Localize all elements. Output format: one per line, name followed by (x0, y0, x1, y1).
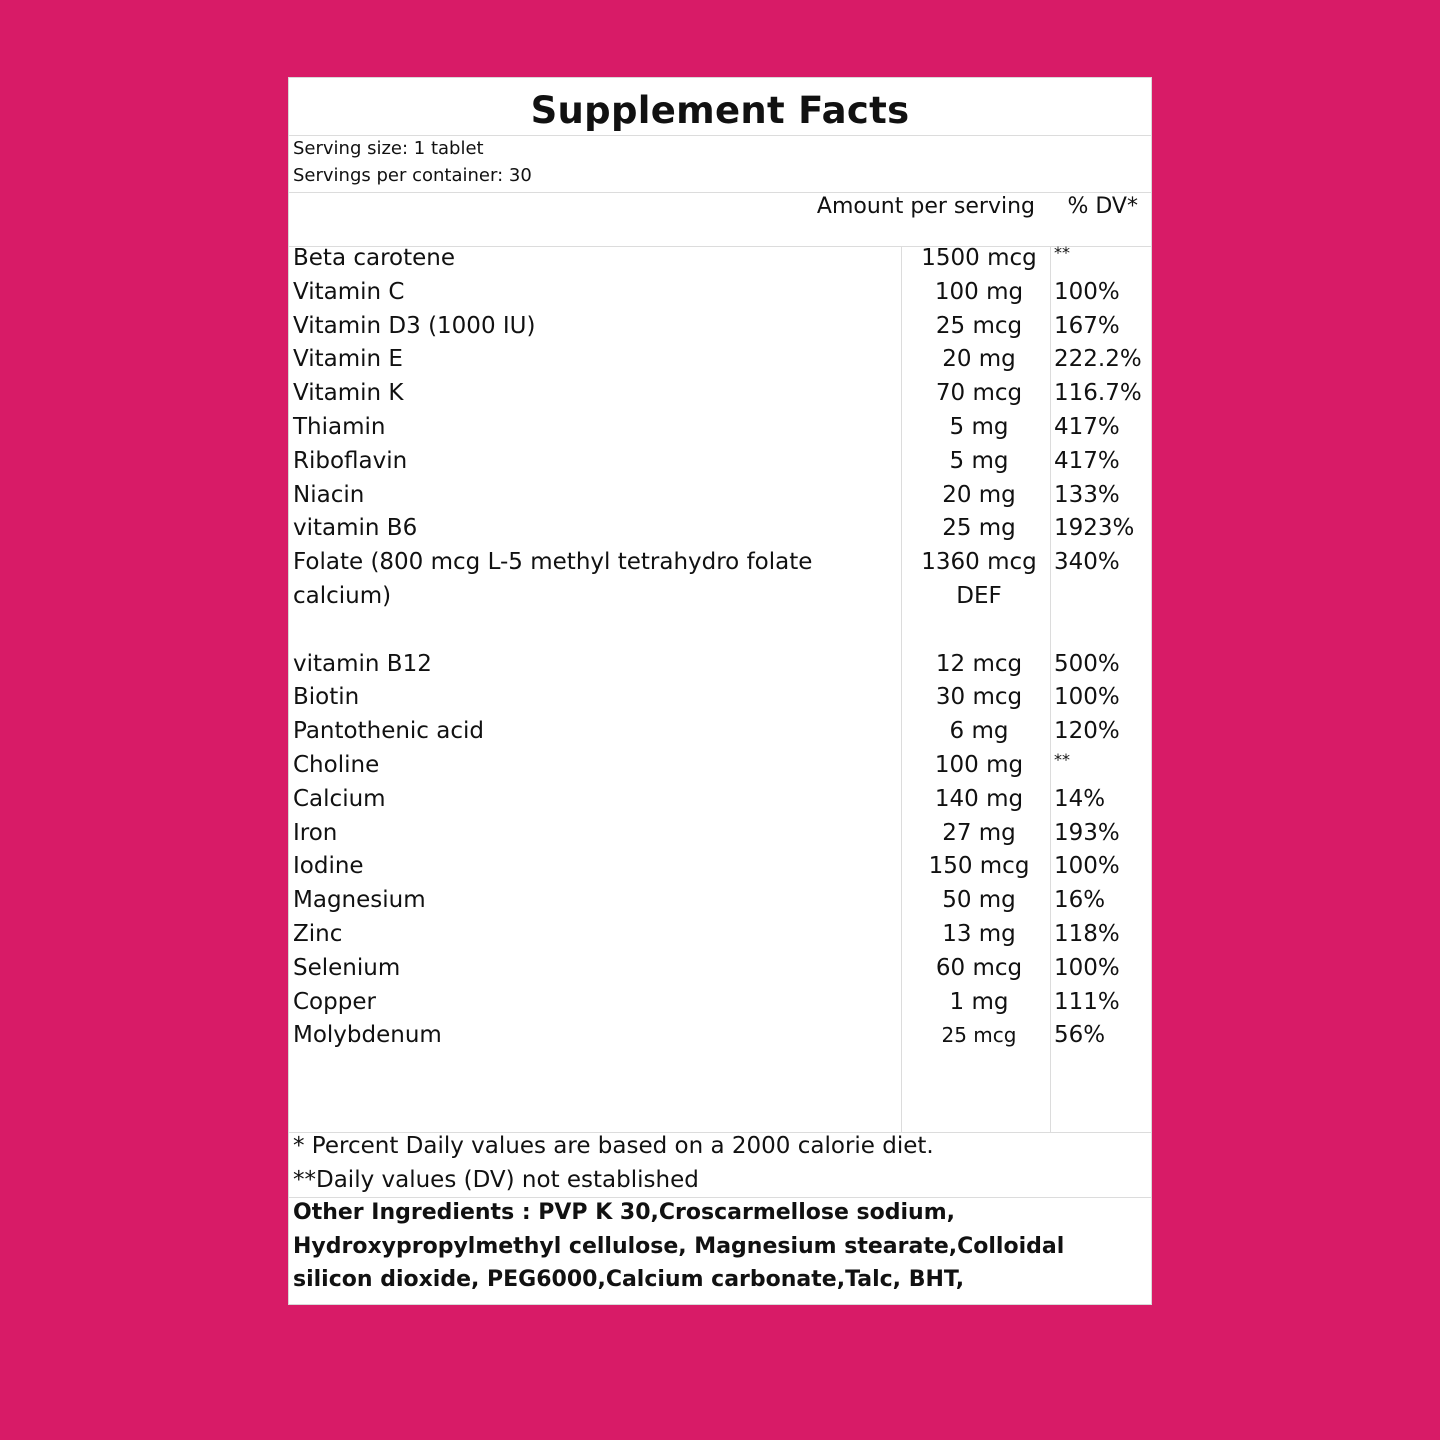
nutrient-daily-value: 116.7% (1054, 380, 1142, 407)
table-row (293, 817, 1149, 851)
nutrient-daily-value: 16% (1054, 887, 1106, 914)
nutrient-daily-value: 111% (1054, 988, 1120, 1015)
table-row (293, 749, 1149, 783)
daily-value-header: % DV* (1067, 194, 1138, 219)
nutrient-daily-value: 133% (1054, 481, 1120, 508)
table-row (293, 681, 1149, 715)
amount-per-serving-header: Amount per serving (816, 194, 1035, 219)
table-row (293, 648, 1149, 682)
nutrient-amount: 140 mg (934, 785, 1024, 812)
nutrient-name: Selenium (293, 954, 401, 981)
nutrient-amount: 20 mg (942, 346, 1016, 373)
table-row (293, 445, 1149, 479)
table-row (293, 343, 1149, 377)
nutrient-name: Folate (800 mcg L-5 methyl tetrahydro folate calcium) (293, 549, 813, 609)
nutrient-daily-value: 417% (1054, 413, 1120, 440)
table-row (293, 918, 1149, 952)
serving-info (293, 135, 532, 189)
nutrient-name: Choline (293, 751, 380, 778)
nutrient-amount: 1360 mcg DEF (921, 549, 1037, 609)
table-row (293, 310, 1149, 344)
table-row (293, 512, 1149, 546)
nutrient-name: Vitamin D3 (1000 IU) (293, 312, 536, 339)
footnote-not-established: **Daily values (DV) not established (293, 1166, 699, 1193)
table-row (293, 850, 1149, 884)
nutrient-daily-value: 167% (1054, 312, 1120, 339)
nutrient-daily-value: 56% (1054, 1022, 1106, 1049)
nutrient-daily-value: 417% (1054, 447, 1120, 474)
nutrient-amount: 27 mg (942, 819, 1016, 846)
nutrient-amount: 50 mg (942, 887, 1016, 914)
serving-size: Serving size: 1 tablet (293, 138, 484, 159)
nutrient-amount: 60 mcg (935, 954, 1023, 981)
table-row (293, 715, 1149, 749)
table-row (293, 242, 1149, 276)
table-row (293, 783, 1149, 817)
nutrient-name: Molybdenum (293, 1022, 442, 1049)
nutrient-name: Iodine (293, 853, 364, 880)
table-row (293, 411, 1149, 445)
nutrient-amount: 20 mg (942, 481, 1016, 508)
supplement-facts-panel (288, 77, 1152, 1305)
nutrient-amount: 25 mcg (941, 1023, 1017, 1048)
nutrient-name: Biotin (293, 684, 360, 711)
nutrient-name: Magnesium (293, 887, 426, 914)
table-row (293, 546, 1149, 647)
nutrient-name: vitamin B12 (293, 650, 432, 677)
nutrient-name: Thiamin (293, 413, 386, 440)
table-row (293, 986, 1149, 1020)
nutrient-daily-value: 120% (1054, 718, 1120, 745)
nutrient-amount: 30 mcg (935, 684, 1023, 711)
nutrient-name: Iron (293, 819, 338, 846)
nutrient-amount: 25 mcg (935, 312, 1023, 339)
nutrient-daily-value: ** (1054, 749, 1070, 769)
nutrient-name: Riboflavin (293, 447, 408, 474)
nutrient-amount: 25 mg (942, 515, 1016, 542)
nutrient-amount: 150 mcg (928, 853, 1030, 880)
nutrient-amount: 70 mcg (935, 380, 1023, 407)
nutrient-daily-value: 100% (1054, 684, 1120, 711)
servings-per-container: Servings per container: 30 (293, 165, 532, 186)
nutrient-amount: 1 mg (949, 988, 1009, 1015)
nutrient-name: Copper (293, 988, 376, 1015)
nutrient-name: Zinc (293, 920, 343, 947)
nutrient-daily-value: ** (1054, 243, 1070, 262)
nutrient-daily-value: 1923% (1054, 515, 1135, 542)
nutrient-name: Pantothenic acid (293, 718, 484, 745)
nutrient-name: Vitamin E (293, 346, 403, 373)
nutrient-amount: 5 mg (949, 447, 1009, 474)
nutrient-daily-value: 100% (1054, 954, 1120, 981)
nutrient-amount: 6 mg (949, 718, 1009, 745)
nutrient-daily-value: 500% (1054, 650, 1120, 677)
nutrient-amount: 5 mg (949, 413, 1009, 440)
nutrient-daily-value: 14% (1054, 785, 1106, 812)
table-row (293, 1019, 1149, 1053)
nutrient-name: Niacin (293, 481, 365, 508)
nutrient-amount: 13 mg (942, 920, 1016, 947)
page-title: Supplement Facts (530, 89, 910, 132)
nutrient-daily-value: 118% (1054, 920, 1120, 947)
table-row (293, 377, 1149, 411)
nutrient-amount: 12 mcg (935, 650, 1023, 677)
table-row (293, 884, 1149, 918)
nutrient-amount: 1500 mcg (921, 245, 1037, 271)
nutrient-daily-value: 340% (1054, 549, 1120, 576)
other-ingredients: Other Ingredients : PVP K 30,Croscarmellose sodium, Hydroxypropylmethyl cellulose, Magnesium stearate,Colloidal silicon dioxide, PEG6000,Calcium carbonate,Talc, BHT, (293, 1200, 1065, 1292)
nutrient-amount: 100 mg (934, 751, 1024, 778)
footnotes (293, 1130, 934, 1197)
nutrient-name: Calcium (293, 785, 386, 812)
nutrient-name: vitamin B6 (293, 515, 418, 542)
nutrient-name: Vitamin C (293, 278, 405, 305)
table-row (293, 952, 1149, 986)
nutrient-daily-value: 100% (1054, 278, 1120, 305)
table-row (293, 479, 1149, 513)
nutrient-daily-value: 100% (1054, 853, 1120, 880)
table-row (293, 276, 1149, 310)
nutrient-daily-value: 193% (1054, 819, 1120, 846)
nutrient-name: Beta carotene (293, 245, 456, 271)
footnote-percent-dv: * Percent Daily values are based on a 2000 calorie diet. (293, 1133, 934, 1159)
nutrient-daily-value: 222.2% (1054, 346, 1142, 373)
nutrient-table (293, 242, 1149, 1053)
nutrient-amount: 100 mg (934, 278, 1024, 305)
nutrient-name: Vitamin K (293, 380, 404, 407)
